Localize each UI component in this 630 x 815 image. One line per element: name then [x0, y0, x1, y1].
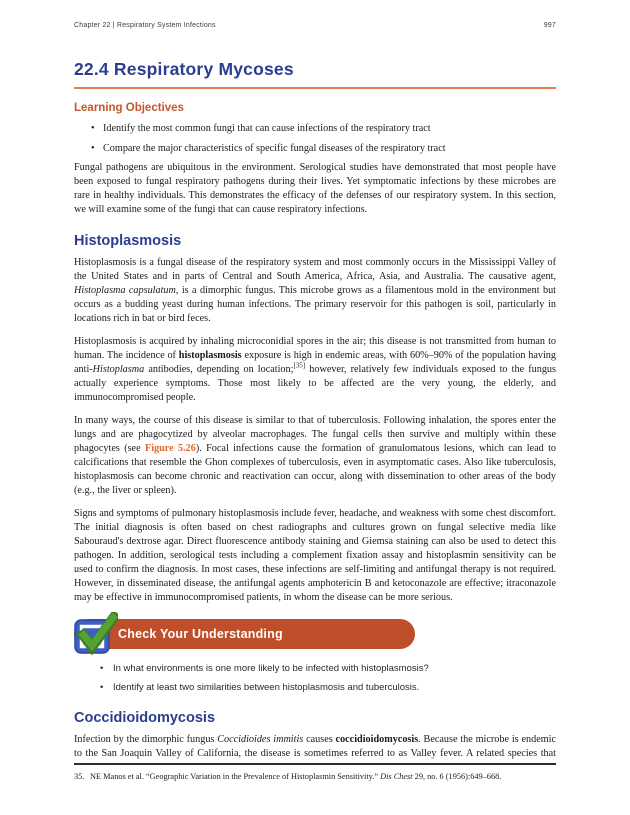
- intro-paragraph: [74, 161, 556, 217]
- text-run: Histoplasma: [92, 364, 145, 375]
- text-run: coccidioidomycosis: [335, 734, 419, 745]
- text-run: 29, no. 6 (1956):649–668.: [412, 772, 502, 781]
- footnote-rule: [74, 763, 556, 765]
- footnote-ref-35[interactable]: [35]: [293, 361, 306, 370]
- coccidioidomycosis-heading: Coccidioidomycosis: [74, 710, 216, 726]
- page-number: 997: [543, 22, 556, 29]
- list-item: • Compare the major characteristics of specific fungal diseases of the respiratory tract: [91, 141, 556, 157]
- chapter-label: Chapter 22 | Respiratory System Infections: [74, 22, 216, 29]
- text-run: . Because the microbe is endemic to the San Joaquin Valley of California, the disease is sometimes referred to as Valley fever. A related species that: [74, 734, 556, 759]
- text-run: exposure is high in endemic areas, with 60%–90% of the population having anti-: [74, 350, 556, 375]
- figure-5-26-link[interactable]: Figure 5.26: [144, 443, 196, 454]
- paragraph: [74, 414, 556, 498]
- footnote: [74, 771, 556, 782]
- learning-objectives-heading: Learning Objectives: [74, 102, 184, 114]
- footnote-text: [90, 771, 556, 782]
- question-item: • Identify at least two similarities between histoplasmosis and tuberculosis.: [100, 681, 556, 694]
- text-run: Histoplasmosis is acquired by inhaling microconidial spores in the air; this disease is not transmitted from human to human. The incidence of: [74, 336, 556, 361]
- text-run: Fungal pathogens are ubiquitous in the environment. Serological studies have demonstrated that most people have been exposed to fungal respiratory pathogens during their lives. Yet symptomatic infections by these microbes are rare in healthy individuals. This demonstrates the efficacy of the defenses of our respiratory system. In this section, we will examine some of the fungi that can cause respiratory infections.: [74, 162, 556, 215]
- title-underline: [74, 87, 556, 89]
- text-run: ). Focal infections cause the formation of granulomatous lesions, which can lead to calcifications that resemble the Ghon complexes of tuberculosis, even in asymptomatic cases. Also like tuberculosis, histoplasmosis can become chronic and reactivation can occur, along with dissemination to other areas of the body (e.g., the liver or spleen).: [74, 443, 557, 496]
- paragraph: [74, 256, 556, 326]
- text-run: Histoplasmosis is a fungal disease of the respiratory system and most commonly occurs in the Mississippi Valley of the United States and in parts of Central and South America, Africa, Asia, and Australia. The causative agent,: [74, 257, 556, 282]
- text-run: Histoplasma capsulatum: [74, 285, 176, 296]
- text-run: Coccidioides immitis: [217, 734, 304, 745]
- text-run: antibodies, depending on location;: [144, 364, 294, 375]
- paragraph: [74, 733, 556, 761]
- check-your-understanding-banner: [74, 619, 415, 649]
- text-run: however, relatively few individuals exposed to the fungus actually experience symptoms. Those most likely to be affected are the very young, the elderly, and immunocompromised people.: [74, 364, 556, 403]
- paragraph: [74, 507, 556, 605]
- check-your-understanding-box: [74, 619, 556, 694]
- check-your-understanding-questions: [100, 662, 556, 694]
- text-run: Infection by the dimorphic fungus: [74, 734, 218, 745]
- text-run: Signs and symptoms of pulmonary histoplasmosis include fever, headache, and weakness with some chest discomfort. The initial diagnosis is often based on chest radiographs and cultures grown on fungal selective media like Sabouraud's dextrose agar. Direct fluorescence antibody staining and Giemsa staining can also be used to detect this pathogen. In addition, serological tests including a complement fixation assay and histoplasmin sensitivity can be used to confirm the diagnosis. In most cases, these infections are self-limiting and antifungal therapy is not required. However, in disseminated disease, the antifungal agents amphotericin B and ketoconazole are effective; itraconazole may be effective in immunocompromised patients, in whom the disease can be more serious.: [74, 508, 556, 603]
- running-header: [74, 22, 556, 29]
- text-run: Dis Chest: [380, 772, 413, 781]
- learning-objectives-list: [74, 121, 556, 157]
- check-your-understanding-title: Check Your Understanding: [118, 627, 283, 641]
- section-title: 22.4 Respiratory Mycoses: [74, 59, 294, 79]
- text-run: NE Manos et al. “Geographic Variation in the Prevalence of Histoplasmin Sensitivity.”: [90, 772, 381, 781]
- paragraph: [74, 335, 556, 405]
- question-item: • In what environments is one more likely to be infected with histoplasmosis?: [100, 662, 556, 675]
- footnote-number: 35.: [74, 772, 85, 781]
- histoplasmosis-heading: Histoplasmosis: [74, 233, 182, 249]
- text-run: In many ways, the course of this disease is similar to that of tuberculosis. Following inhalation, the spores enter the lungs and are phagocytized by alveolar macrophages. The fungal cells then survive and multiply within these phagocytes (see: [74, 415, 556, 454]
- list-item: • Identify the most common fungi that can cause infections of the respiratory tract: [91, 121, 556, 137]
- checkbox-checkmark-icon: [72, 612, 118, 656]
- text-run: , is a dimorphic fungus. This microbe grows as a filamentous mold in the environment but occurs as a budding yeast during human infections. The primary reservoir for this pathogen is soil, particularly in locations rich in bat or bird feces.: [74, 285, 557, 324]
- text-run: causes: [303, 734, 336, 745]
- text-run: histoplasmosis: [178, 350, 242, 361]
